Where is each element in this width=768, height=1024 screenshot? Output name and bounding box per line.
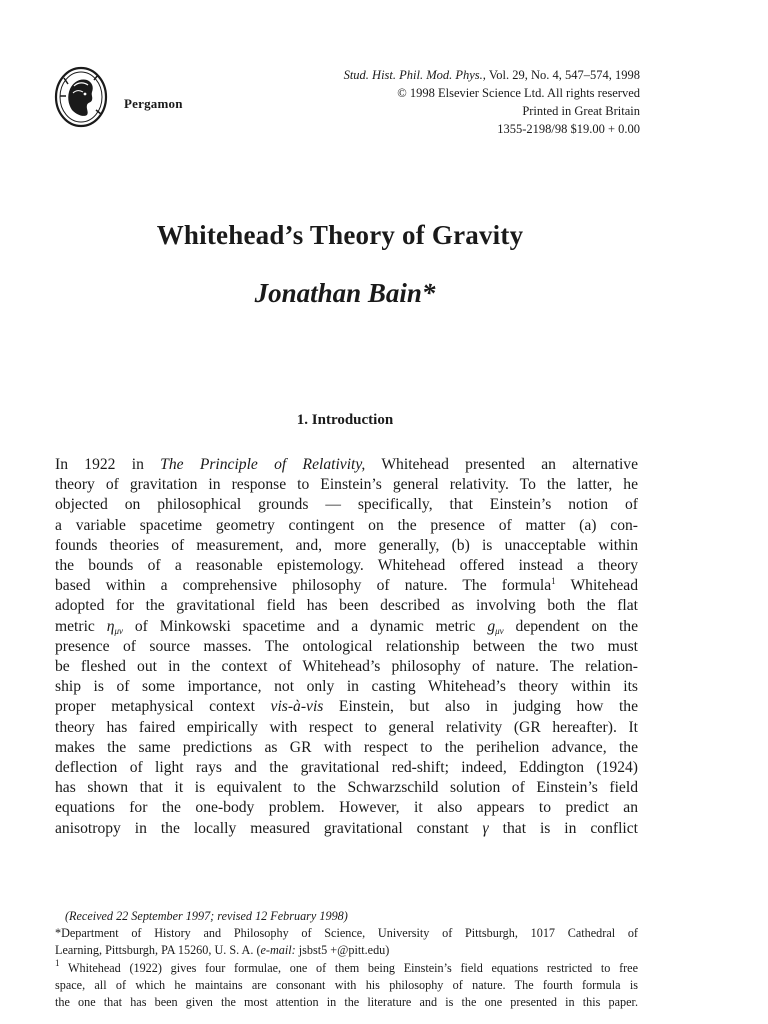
body-line: be fleshed out in the context of Whitehead’s philosophy of nature. The relation- [55,658,638,676]
body-line: theory has faired empirically with respect to general relativity (GR hereafter). It [55,718,638,736]
body-line: a variable spacetime geometry contingent on the presence of matter (a) con- [55,516,638,534]
citation-block [344,66,640,138]
body-line [55,455,638,475]
body-text: metric [55,617,107,635]
journal-name: Stud. Hist. Phil. Mod. Phys., [343,68,486,82]
body-line: adopted for the gravitational field has been described as involving both the flat [55,597,638,615]
body-line: founds theories of measurement, and, more generally, (b) is unacceptable within [55,536,638,554]
body-line [55,697,638,717]
citation-journal-line [344,66,640,84]
printed-line: Printed in Great Britain [522,104,640,118]
italic-phrase: vis-à-vis [270,698,324,716]
email-label: e-mail: [260,943,296,958]
article-title: Whitehead’s Theory of Gravity [156,220,524,250]
footnote-line: the one that has been given the most attention in the literature and is the one presented in this paper. [55,995,638,1010]
body-line: objected on philosophical grounds — specifically, that Einstein’s notion of [55,496,638,514]
body-line [55,617,638,637]
affiliation-text: Learning, Pittsburgh, PA 15260, U. S. A. ( [55,943,261,958]
body-line [55,576,638,596]
footnote-ref[interactable]: 1 [551,576,556,587]
body-line: has shown that it is equivalent to the Schwarzschild solution of Einstein’s field [55,779,638,797]
journal-volume: Vol. 29, No. 4, 547–574, 1998 [485,68,640,82]
pergamon-logo-icon [54,66,108,128]
received-dates: (Received 22 September 1997; revised 12 February 1998) [65,909,348,923]
footnote-line [55,957,638,977]
book-title: The Principle of Relativity, [160,456,366,473]
section-heading: 1. Introduction [296,412,394,428]
affiliation-line: *Department of History and Philosophy of Science, University of Pittsburgh, 1017 Cathedral of [55,926,638,941]
body-text: Whitehead [555,577,639,595]
body-text: Einstein, but also in judging how the [323,698,639,716]
body-text: of Minkowski spacetime and a dynamic metric [122,617,488,635]
footnote-text: Whitehead (1922) gives four formulae, one of them being Einstein’s field equations restricted to free [59,960,638,975]
body-text: that is in conflict [488,819,638,837]
footnotes [55,908,638,1011]
body-paragraph [55,455,638,839]
body-line: presence of source masses. The ontological relationship between the two must [55,637,638,655]
body-line: deflection of light rays and the gravitational red-shift; indeed, Eddington (1924) [55,759,638,777]
body-line: theory of gravitation in response to Einstein’s general relativity. To the latter, he [55,476,638,494]
copyright-line: © 1998 Elsevier Science Ltd. All rights reserved [397,86,640,100]
math-subscript: μν [114,625,123,636]
article-author: Jonathan Bain* [254,278,436,308]
footnote-line: space, all of which he maintains are consonant with his philosophy of nature. The fourth formula is [55,977,638,992]
affiliation-line [55,942,638,959]
body-text: In 1922 in [55,456,161,473]
math-g: g [487,617,496,635]
math-gamma: γ [482,819,489,837]
math-subscript: μν [495,625,504,636]
body-line: the bounds of a reasonable epistemology. Whitehead offered instead a theory [55,557,638,575]
publisher-name: Pergamon [124,96,183,111]
author-email[interactable]: jsbst5 +@pitt.edu) [295,943,390,958]
footnote-marker: 1 [55,957,60,968]
body-text: based within a comprehensive philosophy of nature. The formula [55,577,552,595]
body-line: makes the same predictions as GR with respect to the perihelion advance, the [55,738,638,756]
body-line: equations for the one-body problem. However, it also appears to predict an [55,799,638,817]
body-line [55,819,638,839]
body-text: proper metaphysical context [55,698,271,716]
math-eta: η [106,617,115,635]
issn-line: 1355-2198/98 $19.00 + 0.00 [497,122,640,136]
body-text: dependent on the [503,617,639,635]
body-line: ship is of some importance, not only in casting Whitehead’s theory within its [55,678,638,696]
body-text: anisotropy in the locally measured gravitational constant [55,819,483,837]
body-text: Whitehead presented an alternative [365,456,638,473]
